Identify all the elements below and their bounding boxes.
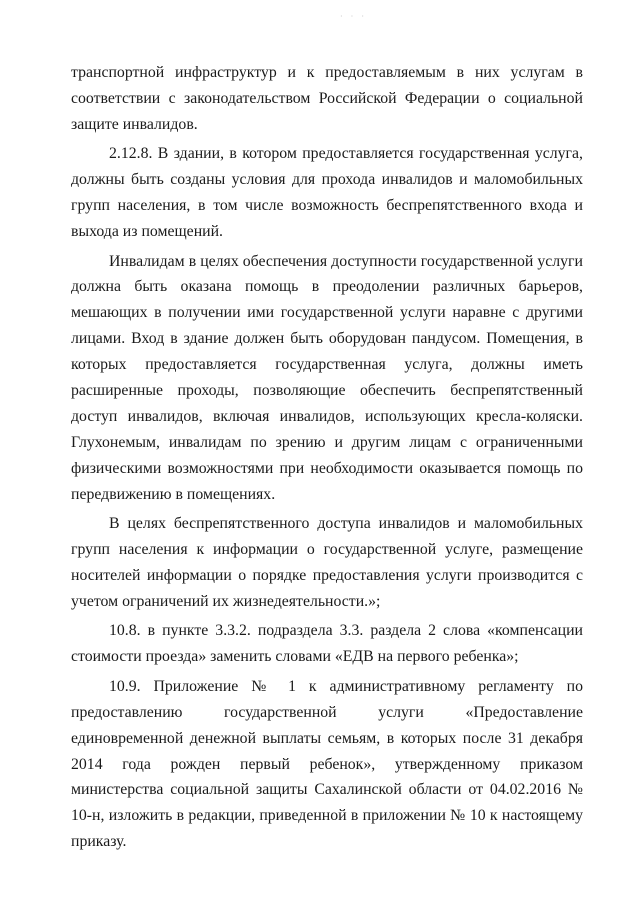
paragraph-10-9: 10.9. Приложение № 1 к административному регламенту по предоставлению государственной услуги «Предоставление единовременной денежной выплаты семьям, в которых после 31 декабря 2014 года рожден первый ребенок», утвержденному приказом министерства социальной защиты Сахалинской области от 04.02.2016 № 10-н, изложить в редакции, приведенной в приложении № 10 к настоящему приказу.	[71, 677, 583, 851]
paragraph-2-12-8: 2.12.8. В здании, в котором предоставляется государственная услуга, должны быть созданы условия для прохода инвалидов и маломобильных групп населения, в том числе возможность беспрепятственного входа и выхода из помещений.	[71, 145, 583, 241]
paragraph-10-8: 10.8. в пункте 3.3.2. подраздела 3.3. раздела 2 слова «компенсации стоимости проезда» заменить словами «ЕДВ на первого ребенка»;	[71, 622, 583, 666]
paragraph-information-access: В целях беспрепятственного доступа инвалидов и маломобильных групп населения к информации о государственной услуге, размещение носителей информации о порядке предоставления услуги производится с учетом ограничений их жизнедеятельности.»;	[71, 515, 583, 610]
paragraph-continuation: транспортной инфраструктур и к предоставляемым в них услугам в соответствии с законодательством Российской Федерации о социальной защите инвалидов.	[71, 64, 583, 133]
paragraph-accessibility-assistance: Инвалидам в целях обеспечения доступности государственной услуги должна быть оказана помощь в преодолении различных барьеров, мешающих в получении ими государственной услуги наравне с другими лицами. Вход в здание должен быть оборудован пандусом. Помещения, в которых предоставляется государственная услуга, должны иметь расширенные проходы, позволяющие обеспечить беспрепятственный доступ инвалидов, включая инвалидов, использующих кресла-коляски. Глухонемым, инвалидам по зрению и другим лицам с ограниченными физическими возможностями при необходимости оказывается помощь по передвижению в помещениях.	[71, 252, 583, 503]
scan-artifact: · · ·	[340, 12, 367, 21]
document-body	[71, 60, 583, 859]
